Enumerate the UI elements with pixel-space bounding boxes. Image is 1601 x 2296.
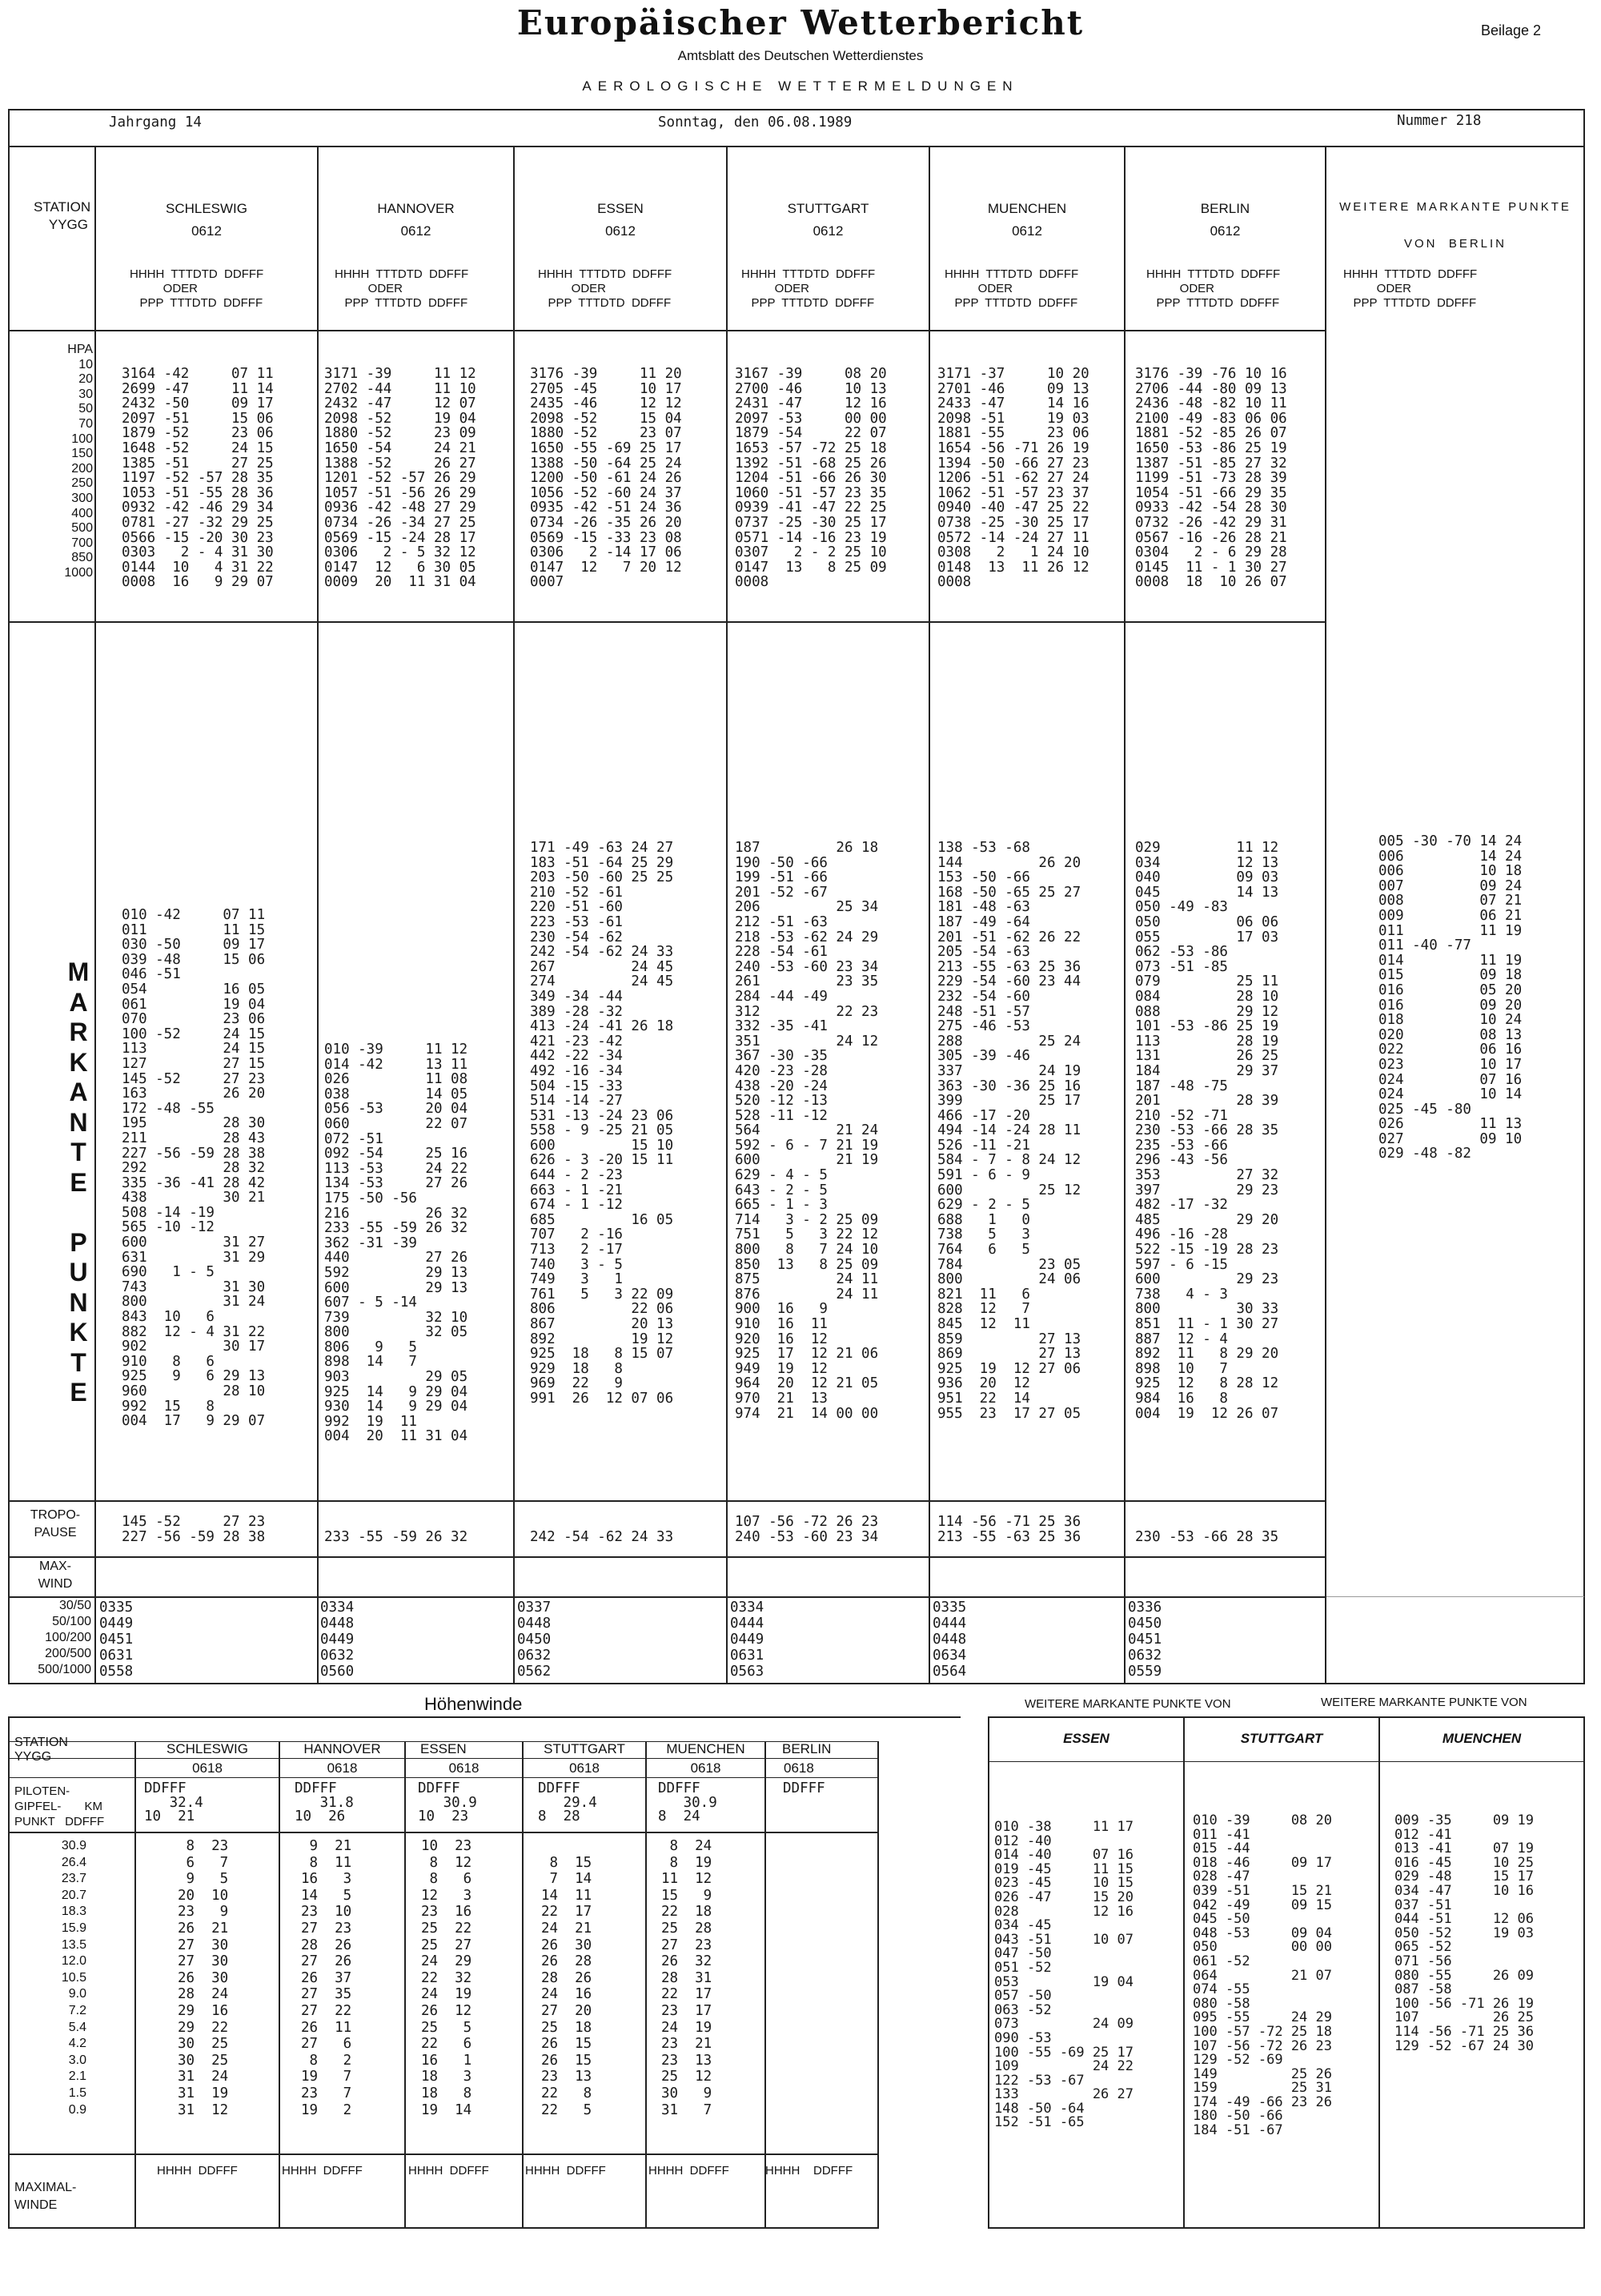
column-codes: HHHH TTTDTD DDFFF ODER PPP TTTDTD DDFFF — [130, 267, 264, 310]
station-name: BERLIN — [1200, 201, 1250, 216]
markante-punkte-label: M A R K A N T E P U N K T E — [67, 957, 90, 1407]
subtitle: Amtsblatt des Deutschen Wetterdienstes — [677, 48, 924, 63]
tropopause-data: 107 -56 -72 26 23 240 -53 -60 23 34 — [735, 1514, 879, 1545]
significant-points: 029 11 12 034 12 13 040 09 03 045 14 13 050 -49 -83 050 06 06 055 17 03 062 -53 -86 073 -51 -85 079 25 11 084 28 10 088 29 12 101 -53 -86 25 19 113 28 19 131 26 25 184 29 37 187 -48 -75 201 28 39 210 -52 -71 230 -53 -66 28 35 235 -53 -66 296 -43 -56 353 27 32 397 29 23 482 -17 -32 485 29 20 496 -16 -28 522 -15 -19 28 23 597 - 6 -15 600 29 23 738 4 - 3 800 30 33 851 11 - 1 30 27 887 12 - 4 892 11 8 29 20 898 10 7 925 12 8 28 12 984 16 8 004 19 12 26 07 — [1135, 840, 1279, 1422]
station-yygg: 0612 — [1210, 223, 1241, 239]
maxw-columns: HHHH DDFFF — [525, 2164, 606, 2178]
gipfel-data: DDFFF 30.9 10 23 — [418, 1780, 477, 1824]
hw-station-name: SCHLESWIG — [166, 1741, 249, 1756]
station-label: STATION YYGG — [34, 199, 91, 232]
weitere-points: 010 -38 11 17 012 -40 014 -40 07 16 019 -45 11 15 023 -45 10 15 026 -47 15 20 028 12 16 034 -45 043 -51 10 07 047 -50 051 -52 053 19 04 057 -50 063 -52 073 24 09 090 -53 100 -55 -69 25 17 109 24 22 122 -53 -67 133 26 27 148 -50 -64 152 -51 -65 — [994, 1819, 1134, 2131]
maxw-columns: HHHH DDFFF — [648, 2164, 729, 2178]
wind-data: 8 23 6 7 9 5 20 10 23 9 26 21 27 30 27 30 26 30 28 24 29 16 29 22 30 25 30 25 31 24 31 19 31 12 — [178, 1838, 229, 2118]
station-name: MUENCHEN — [987, 201, 1067, 216]
weitere-station-name: STUTTGART — [1240, 1731, 1323, 1746]
weitere-berlin-points: 005 -30 -70 14 24 006 14 24 006 10 18 007 09 24 008 07 21 009 06 21 011 11 19 011 -40 -77 014 11 19 015 09 18 016 05 20 016 09 20 018 10 24 020 08 13 022 06 16 023 10 17 024 07 16 024 10 14 025 -45 -80 026 11 13 027 09 10 029 -48 -82 — [1378, 833, 1523, 1162]
tropopause-data: 114 -56 -71 25 36 213 -55 -63 25 36 — [937, 1514, 1081, 1545]
piloten-label: PILOTEN- GIPFEL- KM PUNKT DDFFF — [14, 1784, 105, 1828]
hw-station-yygg: 0618 — [448, 1760, 479, 1776]
tropopause-data: 145 -52 27 23 227 -56 -59 28 38 — [122, 1514, 266, 1545]
column-codes: HHHH TTTDTD DDFFF ODER PPP TTTDTD DDFFF — [945, 267, 1079, 310]
significant-points: 010 -42 07 11 011 11 15 030 -50 09 17 039 -48 15 06 046 -51 054 16 05 061 19 04 070 23 06 100 -52 24 15 113 24 15 127 27 15 145 -52 27 23 163 26 20 172 -48 -55 195 28 30 211 28 43 227 -56 -59 28 38 292 28 32 335 -36 -41 28 42 438 30 21 508 -14 -19 565 -10 -12 600 31 27 631 31 29 690 1 - 5 743 31 30 800 31 24 843 10 6 882 12 - 4 31 22 902 30 17 910 8 6 925 9 6 29 13 960 28 10 992 15 8 004 17 9 29 07 — [122, 907, 266, 1430]
significant-points: 138 -53 -68 144 26 20 153 -50 -66 168 -50 -65 25 27 181 -48 -63 187 -49 -64 201 -51 -62 26 22 205 -54 -63 213 -55 -63 25 36 229 -54 -60 23 44 232 -54 -60 248 -51 -57 275 -46 -53 288 25 24 305 -39 -46 337 24 19 363 -30 -36 25 16 399 25 17 466 -17 -20 494 -14 -24 28 11 526 -11 -21 584 - 7 - 8 24 12 591 - 6 - 9 600 25 12 629 - 2 - 5 688 1 0 738 5 3 764 6 5 784 23 05 800 24 06 821 11 6 828 12 7 845 12 11 859 27 13 869 27 13 925 19 12 27 06 936 20 12 951 22 14 955 23 17 27 05 — [937, 840, 1081, 1422]
weitere-label: WEITERE MARKANTE PUNKTE VON — [1025, 1697, 1231, 1711]
station-yygg: 0612 — [1012, 223, 1042, 239]
standard-levels: 3176 -39 11 20 2705 -45 10 17 2435 -46 12 12 2098 -52 15 04 1880 -52 23 07 1650 -55 -69 25 17 1388 -50 -64 25 24 1200 -50 -61 24 26 1056 -52 -60 24 37 0935 -42 -51 24 36 0734 -26 -35 26 20 0569 -15 -33 23 08 0306 2 -14 17 06 0147 12 7 20 12 0007 — [530, 366, 682, 591]
maxw-columns: HHHH DDFFF — [282, 2164, 363, 2178]
column-codes: HHHH TTTDTD DDFFF ODER PPP TTTDTD DDFFF — [741, 267, 876, 310]
tropopause-label: TROPO- PAUSE — [30, 1508, 81, 1539]
maxw-columns: HHHH DDFFF — [408, 2164, 489, 2178]
weitere-berlin-header: WEITERE MARKANTE PUNKTE VON BERLIN — [1339, 200, 1571, 251]
wind-data: 9 21 8 11 16 3 14 5 23 10 27 23 28 26 27 26 26 37 27 35 27 22 26 11 27 6 8 2 19 7 23 7 19 2 — [301, 1838, 352, 2118]
hw-station-name: STUTTGART — [544, 1741, 625, 1756]
station-yygg: 0612 — [400, 223, 431, 239]
wind-data: 8 15 7 14 14 11 22 17 24 21 26 30 26 28 28 26 24 16 27 20 25 18 26 15 26 15 23 13 22 8 22 5 — [541, 1854, 592, 2118]
maxwind-data: 0337 0448 0450 0632 0562 — [517, 1600, 552, 1680]
hoehenwinde-title: Höhenwinde — [424, 1694, 523, 1714]
hw-station-name: BERLIN — [782, 1741, 832, 1756]
column-codes: HHHH TTTDTD DDFFF ODER PPP TTTDTD DDFFF — [538, 267, 672, 310]
hw-station-name: MUENCHEN — [666, 1741, 745, 1756]
weitere-points: 009 -35 09 19 012 -41 013 -41 07 19 016 -45 10 25 029 -48 15 17 034 -47 10 16 037 -51 044 -51 12 06 050 -52 19 03 065 -52 071 -56 080 -55 26 09 087 -58 100 -56 -71 26 19 107 26 25 114 -56 -71 25 36 129 -52 -67 24 30 — [1394, 1812, 1534, 2054]
significant-points: 010 -39 11 12 014 -42 13 11 026 11 08 038 14 05 056 -53 20 04 060 22 07 072 -51 092 -54 25 16 113 -53 24 22 134 -53 27 26 175 -50 -56 216 26 32 233 -55 -59 26 32 362 -31 -39 440 27 26 592 29 13 600 29 13 607 - 5 -14 739 32 10 800 32 05 806 9 5 898 14 7 903 29 05 925 14 9 29 04 930 14 9 29 04 992 19 11 004 20 11 31 04 — [324, 1042, 468, 1445]
issue-date: Sonntag, den 06.08.1989 — [658, 114, 853, 130]
column-codes: HHHH TTTDTD DDFFF ODER PPP TTTDTD DDFFF — [335, 267, 469, 310]
gipfel-data: DDFFF 29.4 8 28 — [538, 1780, 597, 1824]
maxwind-label: MAX- WIND — [38, 1559, 73, 1591]
hw-station-name: HANNOVER — [303, 1741, 381, 1756]
section-title: AEROLOGISCHE WETTERMELDUNGEN — [582, 78, 1019, 94]
significant-points: 171 -49 -63 24 27 183 -51 -64 25 29 203 -50 -60 25 25 210 -52 -61 220 -51 -60 223 -53 -61 230 -54 -62 242 -54 -62 24 33 267 24 45 274 24 45 349 -34 -44 389 -28 -32 413 -24 -41 26 18 421 -23 -42 442 -22 -34 492 -16 -34 504 -15 -33 514 -14 -27 531 -13 -24 23 06 558 - 9 -25 21 05 600 15 10 626 - 3 -20 15 11 644 - 2 -23 663 - 1 -21 674 - 1 -12 685 16 05 707 2 -16 713 2 -17 740 3 - 5 749 3 1 761 5 3 22 09 806 22 06 867 20 13 892 19 12 925 18 8 15 07 929 18 8 969 22 9 991 26 12 07 06 — [530, 840, 674, 1407]
weitere-station-name: ESSEN — [1063, 1731, 1109, 1746]
hw-station-yygg: 0618 — [192, 1760, 223, 1776]
column-codes: HHHH TTTDTD DDFFF ODER PPP TTTDTD DDFFF — [1343, 267, 1478, 310]
hw-station-yygg: 0618 — [690, 1760, 721, 1776]
maxwind-data: 0335 0444 0448 0634 0564 — [933, 1600, 967, 1680]
hw-station-yygg: 0618 — [569, 1760, 600, 1776]
station-yygg: 0612 — [813, 223, 844, 239]
tropopause-data: 230 -53 -66 28 35 — [1135, 1528, 1279, 1545]
maxwind-data: 0335 0449 0451 0631 0558 — [99, 1600, 134, 1680]
hw-station-yygg: 0618 — [327, 1760, 358, 1776]
weitere-station-name: MUENCHEN — [1442, 1731, 1522, 1746]
maxwind-data: 0334 0444 0449 0631 0563 — [730, 1600, 764, 1680]
station-yygg: 0612 — [191, 223, 222, 239]
weitere-points: 010 -39 08 20 011 -41 015 -44 018 -46 09 17 028 -47 039 -51 15 21 042 -49 09 15 045 -50 048 -53 09 04 050 00 00 061 -52 064 21 07 074 -55 080 -58 095 -55 24 29 100 -57 -72 25 18 107 -56 -72 26 23 129 -52 -69 149 25 26 159 25 31 174 -49 -66 23 26 180 -50 -66 184 -51 -67 — [1193, 1812, 1332, 2139]
gipfel-data: DDFFF — [783, 1780, 825, 1796]
gipfel-data: DDFFF 32.4 10 21 — [144, 1780, 203, 1824]
station-name: ESSEN — [597, 201, 644, 216]
page-title: Europäischer Wetterbericht — [516, 3, 1085, 42]
hw-station-label: STATION YYGG — [14, 1736, 68, 1764]
standard-levels: 3167 -39 08 20 2700 -46 10 13 2431 -47 12 16 2097 -53 00 00 1879 -54 22 07 1653 -57 -72 25 18 1392 -51 -68 25 26 1204 -51 -66 26 30 1060 -51 -57 23 35 0939 -41 -47 22 25 0737 -25 -30 25 17 0571 -14 -16 23 19 0307 2 - 2 25 10 0147 13 8 25 09 0008 — [735, 366, 887, 591]
hpa-levels: HPA 10 20 30 50 70 100 150 200 250 300 400 500 700 850 1000 — [64, 343, 93, 580]
beilage-label: Beilage 2 — [1481, 22, 1542, 38]
standard-levels: 3171 -39 11 12 2702 -44 11 10 2432 -47 12 07 2098 -52 19 04 1880 -52 23 09 1650 -54 24 21 1388 -52 26 27 1201 -52 -57 26 29 1057 -51 -56 26 29 0936 -42 -48 27 29 0734 -26 -34 27 25 0569 -15 -24 28 17 0306 2 - 5 32 12 0147 12 6 30 05 0009 20 11 31 04 — [324, 366, 476, 591]
standard-levels: 3164 -42 07 11 2699 -47 11 14 2432 -50 09 17 2097 -51 15 06 1879 -52 23 06 1648 -52 24 15 1385 -51 27 25 1197 -52 -57 28 35 1053 -51 -55 28 36 0932 -42 -46 29 34 0781 -27 -32 29 25 0566 -15 -20 30 23 0303 2 - 4 31 30 0144 10 4 31 22 0008 16 9 29 07 — [122, 366, 274, 591]
significant-points: 187 26 18 190 -50 -66 199 -51 -66 201 -52 -67 206 25 34 212 -51 -63 218 -53 -62 24 29 228 -54 -61 240 -53 -60 23 34 261 23 35 284 -44 -49 312 22 23 332 -35 -41 351 24 12 367 -30 -35 420 -23 -28 438 -20 -24 520 -12 -13 528 -11 -12 564 21 24 592 - 6 - 7 21 19 600 21 19 629 - 4 - 5 643 - 2 - 5 665 - 1 - 3 714 3 - 2 25 09 751 5 3 22 12 800 8 7 24 10 850 13 8 25 09 875 24 11 876 24 11 900 16 9 910 16 11 920 16 12 925 17 12 21 06 949 19 12 964 20 12 21 05 970 21 13 974 21 14 00 00 — [735, 840, 879, 1422]
maxwind-layers: 30/50 50/100 100/200 200/500 500/1000 — [38, 1599, 91, 1676]
column-codes: HHHH TTTDTD DDFFF ODER PPP TTTDTD DDFFF — [1146, 267, 1281, 310]
maxwind-data: 0336 0450 0451 0632 0559 — [1128, 1600, 1162, 1680]
station-name: STUTTGART — [787, 201, 869, 216]
tropopause-data: 242 -54 -62 24 33 — [530, 1528, 674, 1545]
hw-station-yygg: 0618 — [784, 1760, 814, 1776]
station-yygg: 0612 — [605, 223, 636, 239]
wind-data: 8 24 8 19 11 12 15 9 22 18 25 28 27 23 26 32 28 31 22 17 23 17 24 19 23 21 23 13 25 12 30 9 31 7 — [661, 1838, 712, 2118]
issue-number: Nummer 218 — [1397, 113, 1482, 129]
maxwind-data: 0334 0448 0449 0632 0560 — [320, 1600, 355, 1680]
gipfel-data: DDFFF 31.8 10 26 — [295, 1780, 354, 1824]
jahrgang: Jahrgang 14 — [109, 114, 202, 130]
tropopause-data: 233 -55 -59 26 32 — [324, 1528, 468, 1545]
wind-data: 10 23 8 12 8 6 12 3 23 16 25 22 25 27 24 29 22 32 24 19 26 12 25 5 22 6 16 1 18 3 18 8 19 14 — [421, 1838, 472, 2118]
standard-levels: 3171 -37 10 20 2701 -46 09 13 2433 -47 14 16 2098 -51 19 03 1881 -55 23 06 1654 -56 -71 26 19 1394 -50 -66 27 23 1206 -51 -62 27 24 1062 -51 -57 23 37 0940 -40 -47 25 22 0738 -25 -30 25 17 0572 -14 -24 27 11 0308 2 1 24 10 0148 13 11 26 12 0008 — [937, 366, 1089, 591]
station-name: SCHLESWIG — [165, 201, 248, 216]
standard-levels: 3176 -39 -76 10 16 2706 -44 -80 09 13 2436 -48 -82 10 11 2100 -49 -83 06 06 1881 -52 -85 26 07 1650 -53 -86 25 19 1387 -51 -85 27 32 1199 -51 -73 28 39 1054 -51 -66 29 35 0933 -42 -54 28 30 0732 -26 -42 29 31 0567 -16 -26 28 21 0304 2 - 6 29 28 0145 11 - 1 30 27 0008 18 10 26 07 — [1135, 366, 1287, 591]
km-levels: 30.9 26.4 23.7 20.7 18.3 15.9 13.5 12.0 10.5 9.0 7.2 5.4 4.2 3.0 2.1 1.5 0.9 — [61, 1839, 86, 2117]
maxw-columns: HHHH DDFFF — [157, 2164, 238, 2178]
weitere-label: WEITERE MARKANTE PUNKTE VON — [1321, 1696, 1527, 1709]
hw-station-name: ESSEN — [420, 1741, 467, 1756]
station-name: HANNOVER — [377, 201, 455, 216]
maxw-columns: HHHH DDFFF — [765, 2164, 853, 2178]
maximalwinde-label: MAXIMAL- WINDE — [14, 2181, 77, 2212]
gipfel-data: DDFFF 30.9 8 24 — [658, 1780, 717, 1824]
